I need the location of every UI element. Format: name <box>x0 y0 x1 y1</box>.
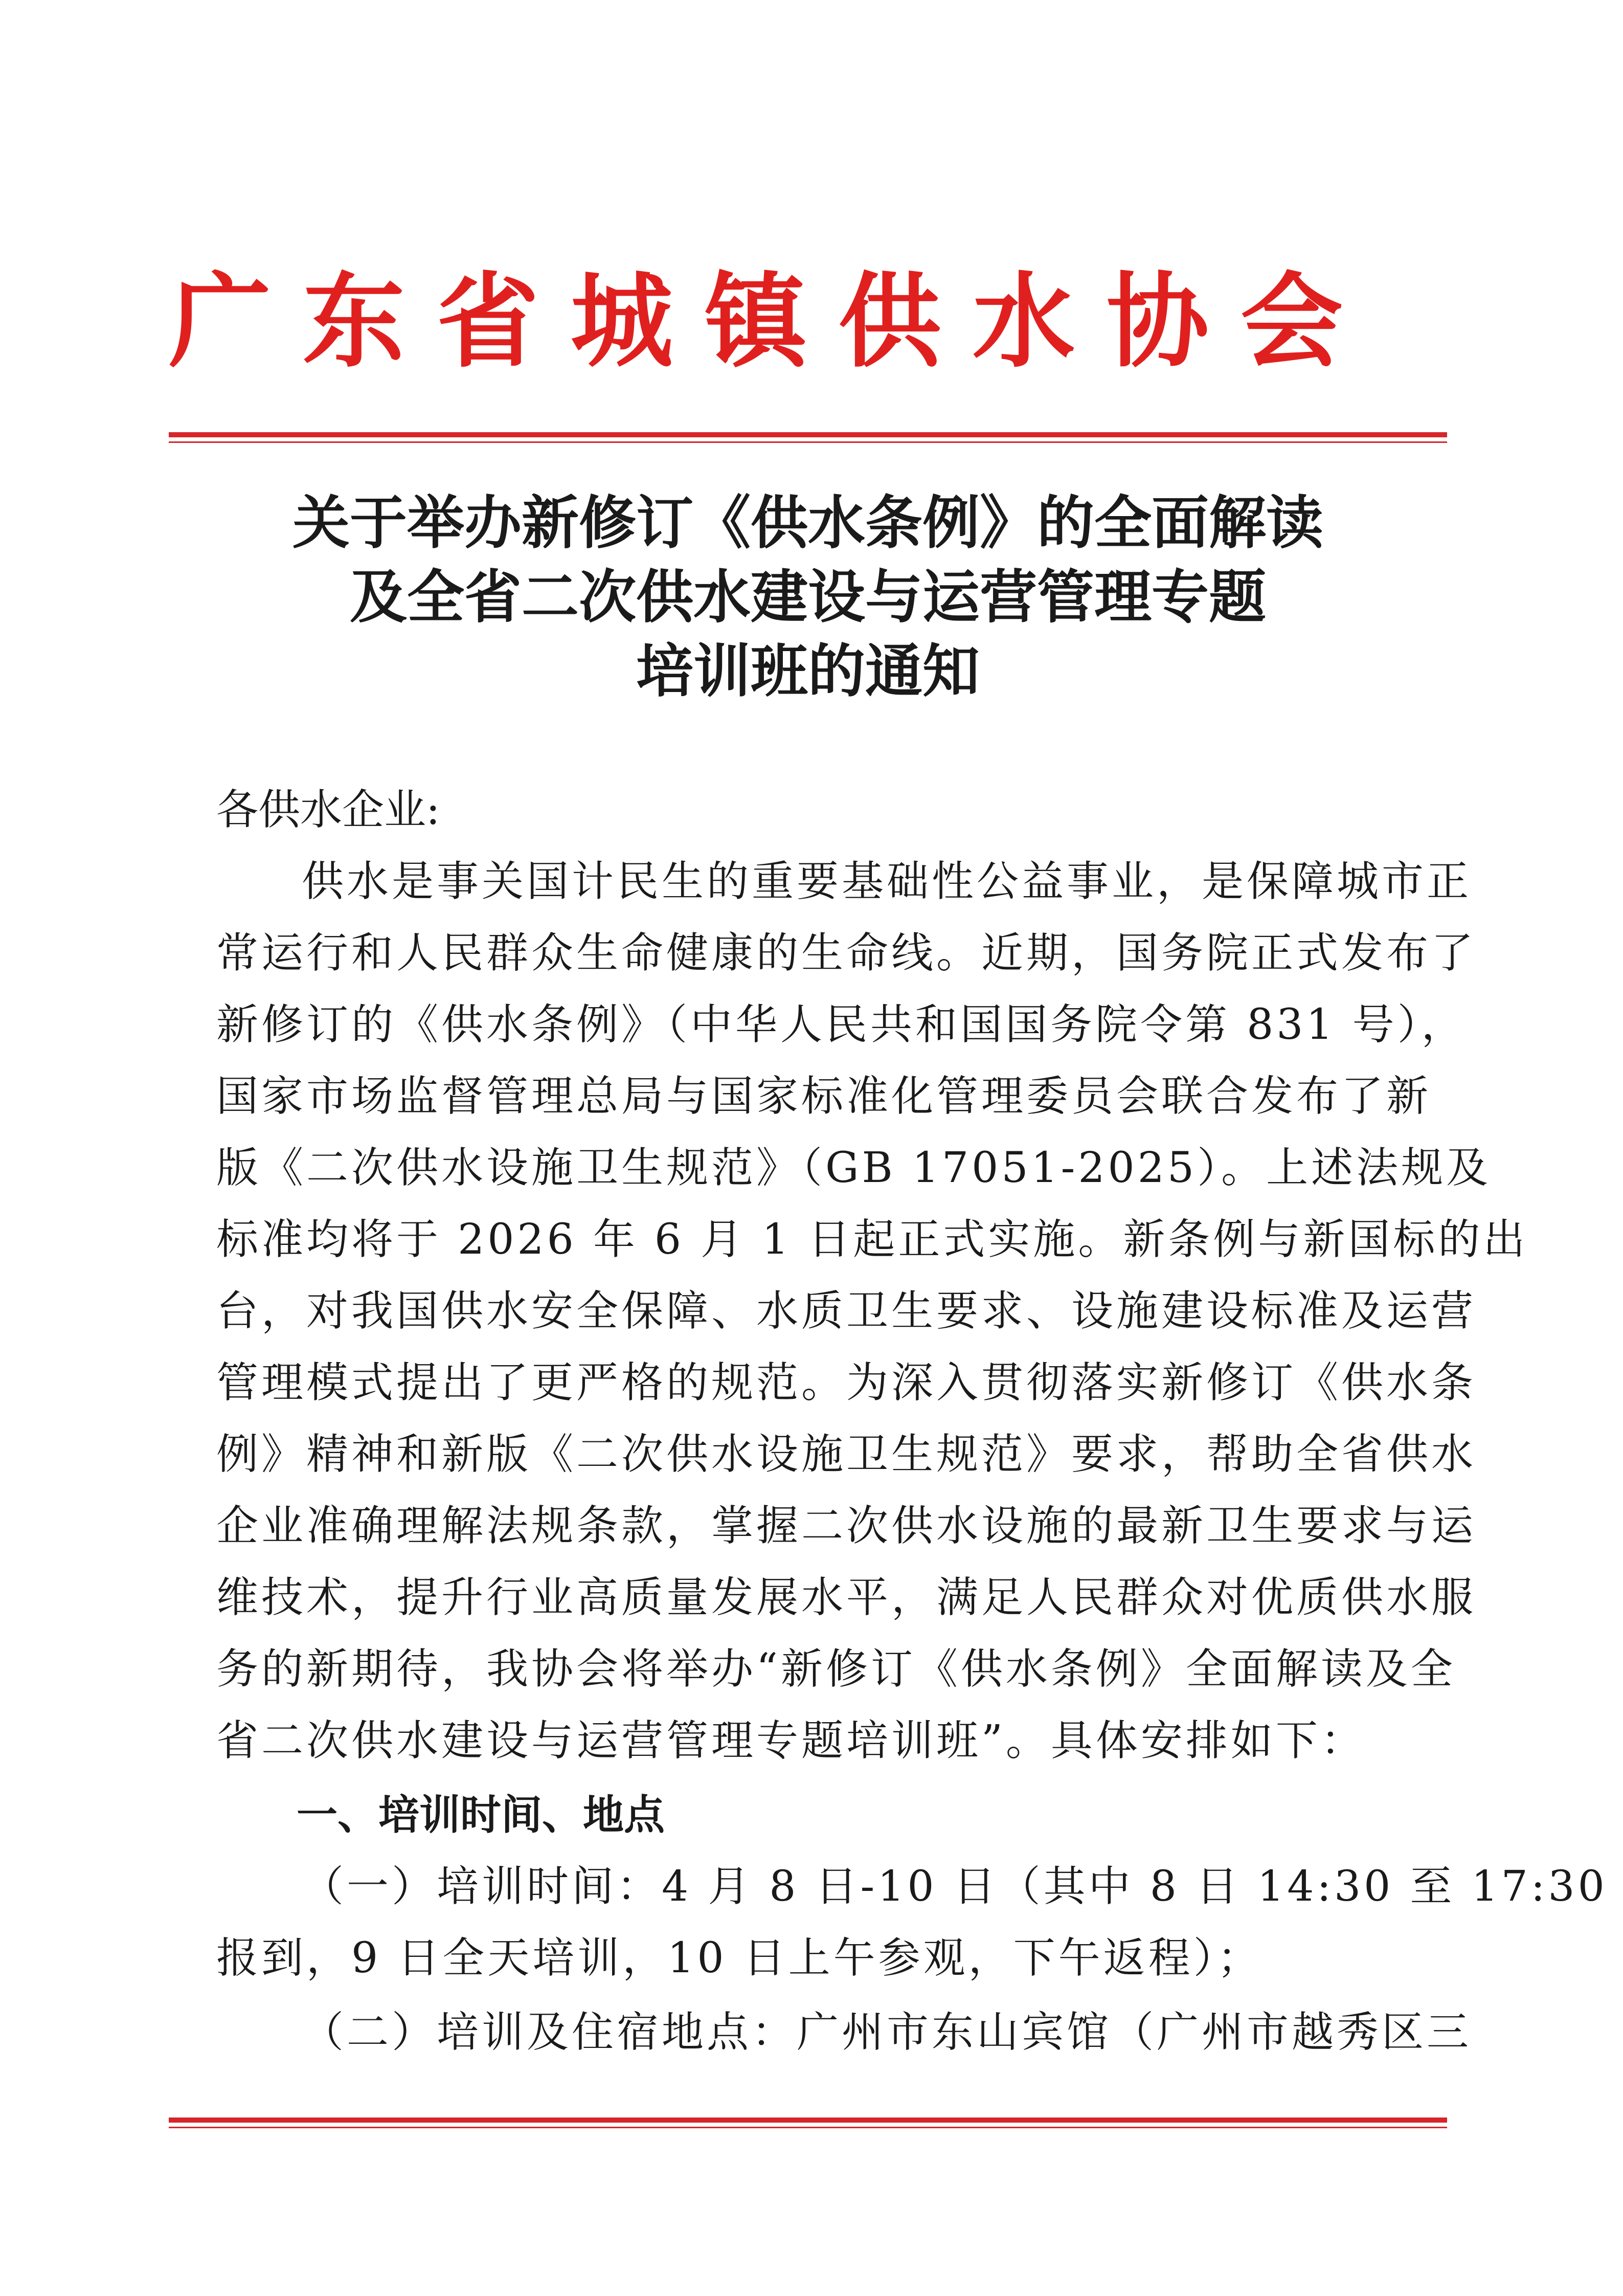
paragraph-line: 常运行和人民群众生命健康的生命线。近期，国务院正式发布了 <box>216 929 1477 977</box>
paragraph-line: 台，对我国供水安全保障、水质卫生要求、设施建设标准及运营 <box>216 1287 1477 1335</box>
paragraph-line: 国家市场监督管理总局与国家标准化管理委员会联合发布了新 <box>216 1072 1432 1121</box>
paragraph-line: 企业准确理解法规条款，掌握二次供水设施的最新卫生要求与运 <box>216 1502 1477 1550</box>
paragraph-line: 供水是事关国计民生的重要基础性公益事业，是保障城市正 <box>302 857 1472 906</box>
paragraph-line: 新修订的《供水条例》（中华人民共和国国务院令第 831 号）， <box>216 1000 1467 1049</box>
header-divider <box>169 432 1447 443</box>
paragraph-line: 例》精神和新版《二次供水设施卫生规范》要求，帮助全省供水 <box>216 1430 1477 1479</box>
paragraph-line: 务的新期待，我协会将举办“新修订《供水条例》全面解读及全 <box>216 1645 1456 1693</box>
paragraph-line: 维技术，提升行业高质量发展水平，满足人民群众对优质供水服 <box>216 1573 1477 1622</box>
paragraph-line: 标准均将于 2026 年 6 月 1 日起正式实施。新条例与新国标的出 <box>216 1215 1528 1264</box>
footer-divider <box>169 2117 1447 2128</box>
salutation: 各供水企业: <box>216 786 440 834</box>
title-line: 培训班的通知 <box>636 638 980 705</box>
org-header-title: 广东省城镇供水协会 <box>169 262 1375 382</box>
title-line: 及全省二次供水建设与运营管理专题 <box>350 564 1266 631</box>
paragraph-line: 版《二次供水设施卫生规范》（GB 17051-2025）。上述法规及 <box>216 1144 1492 1192</box>
list-item-line: （二）培训及住宿地点：广州市东山宾馆（广州市越秀区三 <box>302 2008 1472 2057</box>
document-title <box>169 486 1447 708</box>
section-heading: 一、培训时间、地点 <box>297 1791 665 1839</box>
paragraph-line: 管理模式提出了更严格的规范。为深入贯彻落实新修订《供水条 <box>216 1358 1477 1407</box>
paragraph-line: 省二次供水建设与运营管理专题培训班”。具体安排如下： <box>216 1717 1366 1765</box>
list-item-line: 报到，9 日全天培训，10 日上午参观，下午返程）； <box>216 1934 1263 1982</box>
title-line: 关于举办新修订《供水条例》的全面解读 <box>292 489 1323 556</box>
list-item-line: （一）培训时间：4 月 8 日-10 日（其中 8 日 14:30 至 17:30 <box>302 1862 1608 1911</box>
